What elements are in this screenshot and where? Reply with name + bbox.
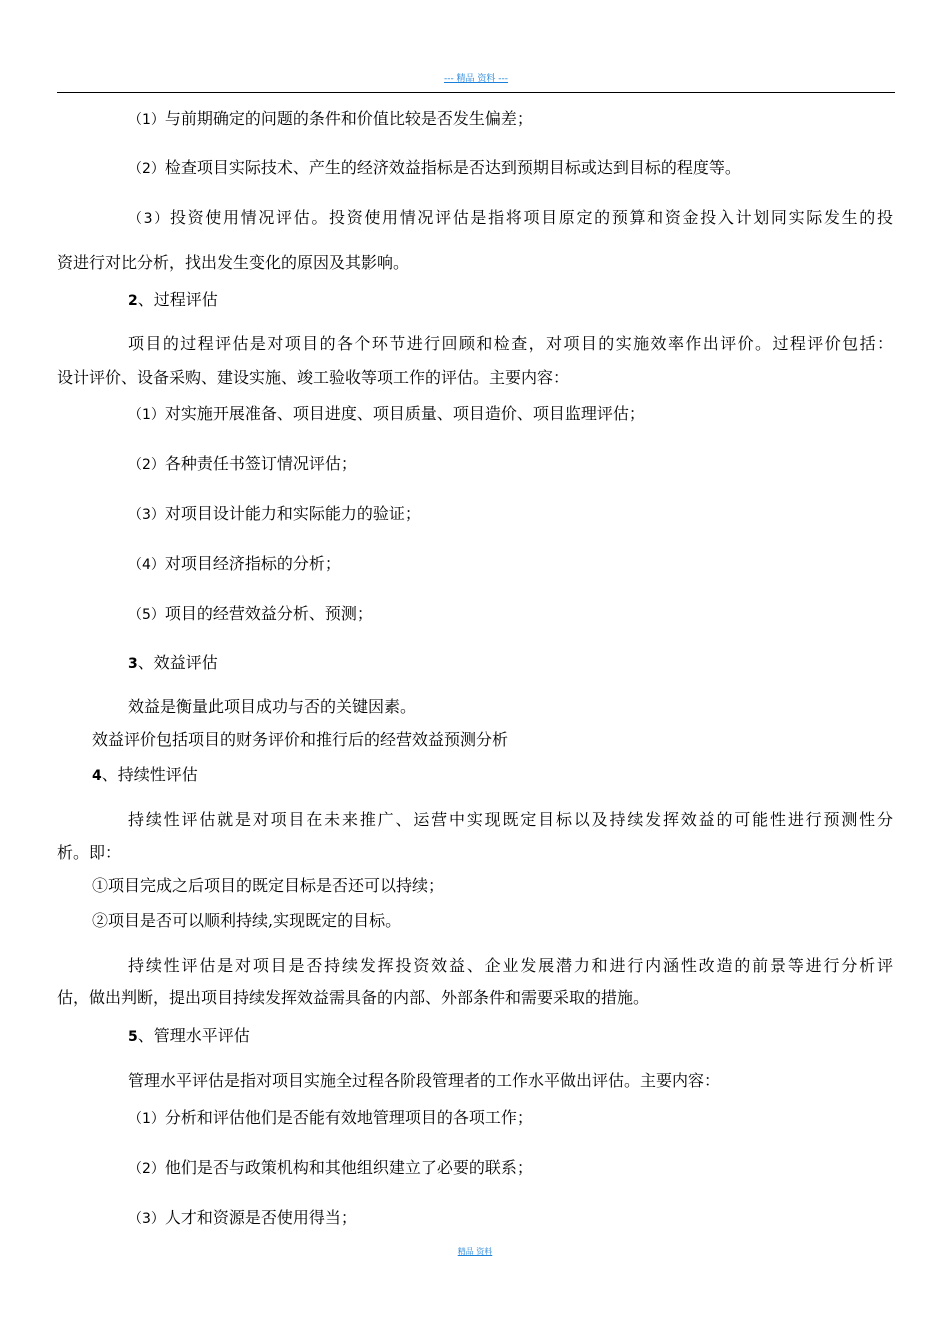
paragraph-line: 管理水平评估是指对项目实施全过程各阶段管理者的工作水平做出评估。主要内容：: [128, 1071, 721, 1090]
paragraph-line: 项目的过程评估是对项目的各个环节进行回顾和检查，对项目的实施效率作出评价。过程评价包括：: [128, 334, 893, 353]
item-number: （1）: [128, 1111, 165, 1127]
item-number: （2）: [128, 1161, 165, 1177]
list-item: [128, 109, 533, 130]
item-number: （3）: [128, 507, 165, 523]
section-heading: [128, 653, 218, 674]
section-heading: [128, 290, 218, 311]
item-text: 人才和资源是否使用得当；: [164, 1208, 357, 1227]
list-item: ②项目是否可以顺利持续,实现既定的目标。: [92, 911, 402, 930]
list-item: ①项目完成之后项目的既定目标是否还可以持续；: [92, 876, 445, 895]
list-item: [128, 554, 341, 575]
list-item: [128, 404, 645, 425]
heading-number: 3: [128, 656, 138, 672]
page-footer-text: 精品 资料: [457, 1247, 493, 1256]
item-text: 与前期确定的问题的条件和价值比较是否发生偏差；: [164, 109, 533, 128]
list-item: [128, 158, 741, 179]
item-number: （3）: [128, 211, 170, 227]
item-text: 检查项目实际技术、产生的经济效益指标是否达到预期目标或达到目标的程度等。: [164, 158, 741, 177]
heading-number: 4: [92, 768, 102, 784]
item-text: 对项目经济指标的分析；: [164, 554, 341, 573]
section-heading: [92, 765, 198, 786]
list-item: [128, 1158, 533, 1179]
heading-text: 、过程评估: [137, 290, 218, 309]
paragraph-line: 持续性评估是对项目是否持续发挥投资效益、企业发展潜力和进行内涵性改造的前景等进行分析评: [128, 956, 893, 975]
section-heading: [128, 1026, 250, 1047]
page-header-text: --- 精品 资料 ---: [443, 74, 509, 84]
item-text: 各种责任书签订情况评估；: [164, 454, 357, 473]
item-text: 分析和评估他们是否能有效地管理项目的各项工作；: [164, 1108, 533, 1127]
item-number: （1）: [128, 112, 165, 128]
header-rule: [57, 92, 895, 93]
item-number: （5）: [128, 607, 165, 623]
paragraph-line: 估，做出判断，提出项目持续发挥效益需具备的内部、外部条件和需要采取的措施。: [57, 988, 650, 1007]
item-text: 项目的经营效益分析、预测；: [164, 604, 373, 623]
item-number: （4）: [128, 557, 165, 573]
item-text: 他们是否与政策机构和其他组织建立了必要的联系；: [164, 1158, 533, 1177]
heading-text: 、效益评估: [137, 653, 218, 672]
list-item: [128, 454, 357, 475]
list-item: [128, 604, 373, 625]
heading-number: 5: [128, 1029, 138, 1045]
list-item: [128, 504, 421, 525]
item-text: 投资使用情况评估。投资使用情况评估是指将项目原定的预算和资金投入计划同实际发生的投: [169, 208, 893, 227]
item-number: （1）: [128, 407, 165, 423]
item-text: 对实施开展准备、项目进度、项目质量、项目造价、项目监理评估；: [164, 404, 645, 423]
paragraph-line: 资进行对比分析，找出发生变化的原因及其影响。: [57, 253, 410, 272]
heading-text: 、持续性评估: [101, 765, 198, 784]
item-number: （2）: [128, 457, 165, 473]
paragraph-line: 效益评价包括项目的财务评价和推行后的经营效益预测分析: [92, 730, 509, 749]
list-item: [128, 208, 893, 229]
item-text: 对项目设计能力和实际能力的验证；: [164, 504, 421, 523]
paragraph-line: 设计评价、设备采购、建设实施、竣工验收等项工作的评估。主要内容：: [57, 368, 570, 387]
list-item: [128, 1108, 533, 1129]
item-number: （3）: [128, 1211, 165, 1227]
heading-number: 2: [128, 293, 138, 309]
heading-text: 、管理水平评估: [137, 1026, 250, 1045]
list-item: [128, 1208, 357, 1229]
paragraph-line: 效益是衡量此项目成功与否的关键因素。: [128, 697, 417, 716]
item-number: （2）: [128, 161, 165, 177]
paragraph-line: 析。即：: [57, 843, 122, 862]
paragraph-line: 持续性评估就是对项目在未来推广、运营中实现既定目标以及持续发挥效益的可能性进行预测性分: [128, 810, 893, 829]
